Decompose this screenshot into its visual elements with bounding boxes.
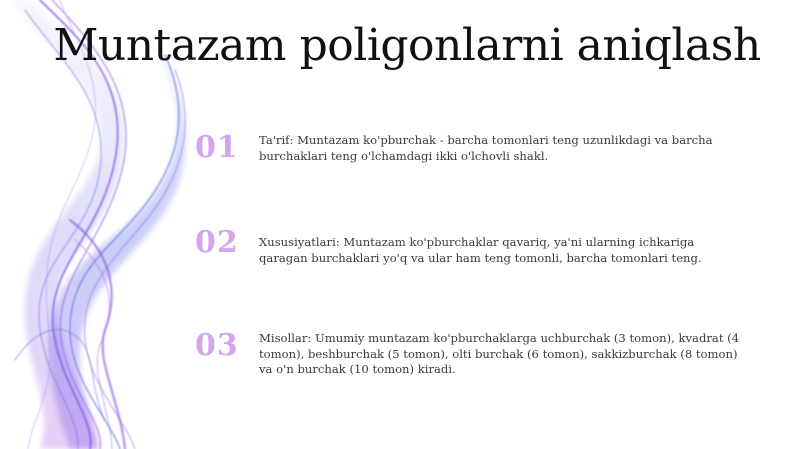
item-text: Ta'rif: Muntazam ko'pburchak - barcha tomonlari teng uzunlikdagi va barcha burchaklari teng o'lchamdagi ikki o'lchovli shakl. [259, 133, 713, 163]
item-number: 01 [195, 130, 239, 165]
item-text: Misollar: Umumiy muntazam ko'pburchaklarga uchburchak (3 tomon), kvadrat (4 tomon), beshburchak (5 tomon), olti burchak (6 tomon), sakkizburchak (8 tomon) va o'n burchak (10 tomon) kiradi. [259, 331, 740, 376]
item-text: Xususiyatlari: Muntazam ko'pburchaklar qavariq, ya'ni ularning ichkariga qaragan burchaklari yo'q va ular ham teng tomonli, barcha tomonlari teng. [259, 235, 702, 265]
slide-title: Muntazam poligonlarni aniqlash [53, 20, 761, 71]
item-number: 02 [195, 225, 239, 260]
item-number: 03 [195, 328, 239, 363]
